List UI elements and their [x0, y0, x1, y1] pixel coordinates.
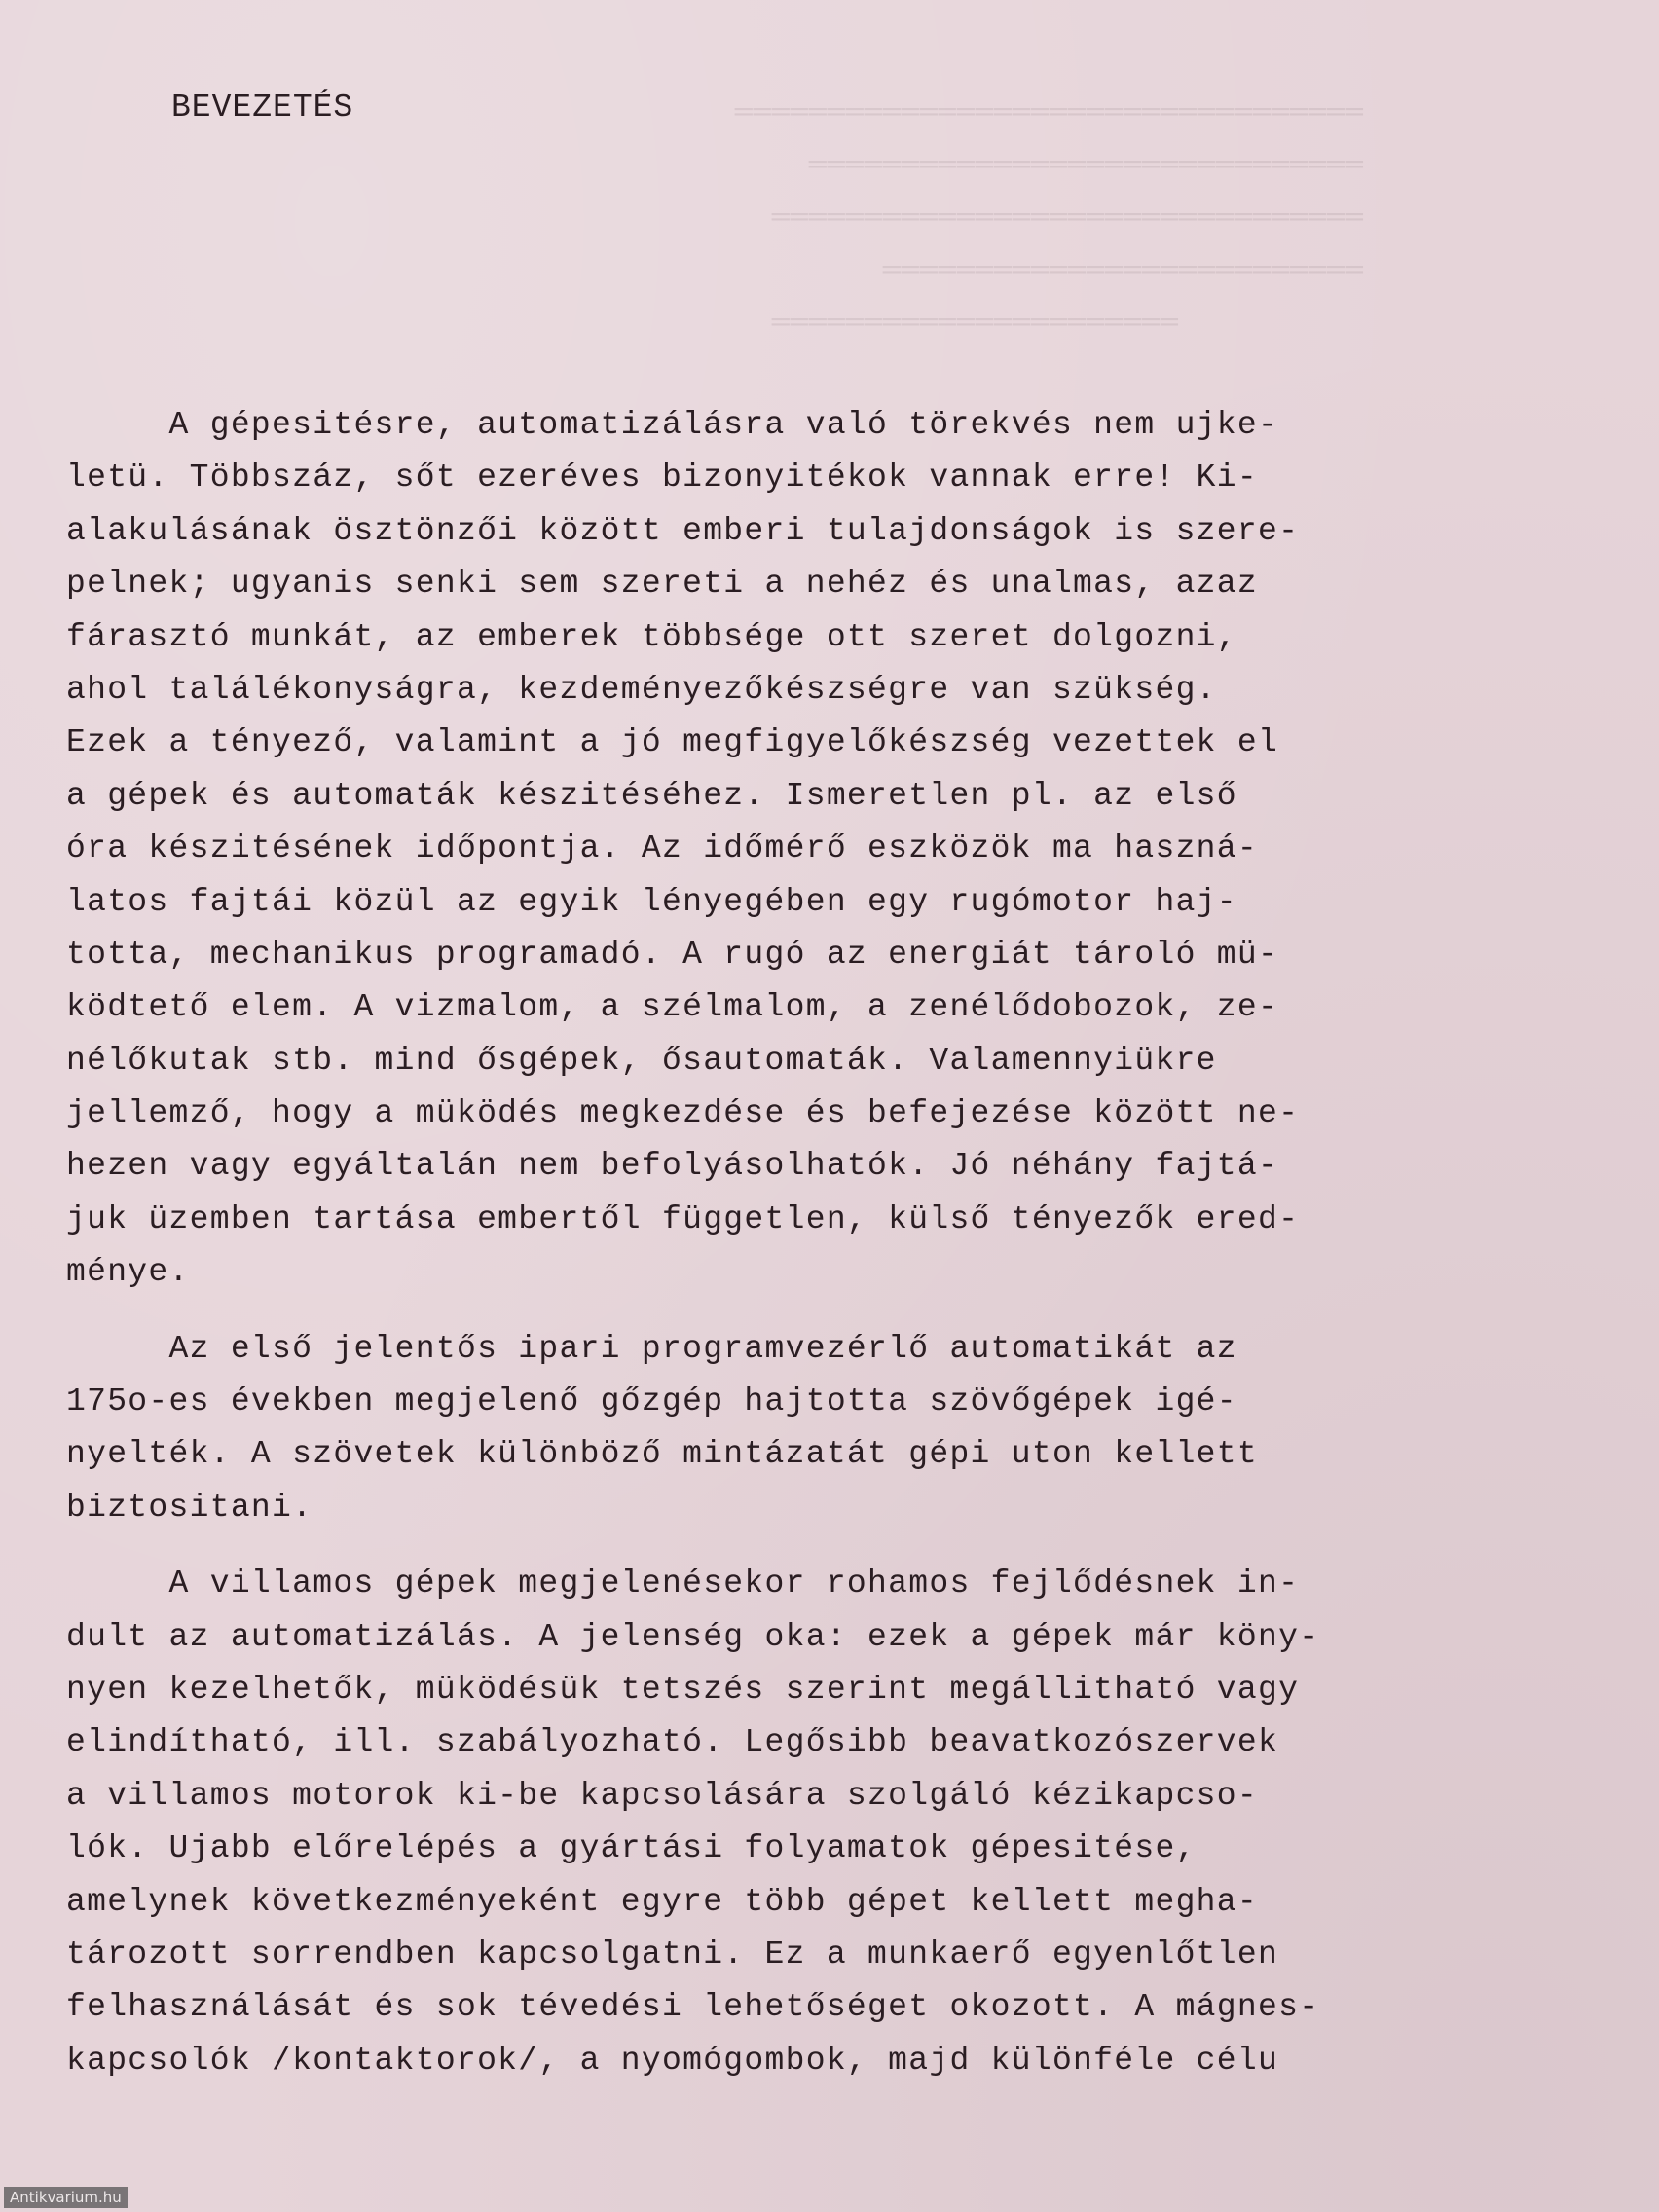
text-line: letü. Többszáz, sőt ezeréves bizonyitékok vannak erre! Ki- — [66, 460, 1258, 497]
show-through-texture: ══════════════════════════════════ ══════════════════════════════ ════════════════════════════════ ══════════════════════════ ══════════════════════ — [733, 97, 1363, 341]
text-line: alakulásának ösztönzői között emberi tulajdonságok is szere- — [66, 512, 1300, 549]
page-heading: BEVEZETÉS — [171, 90, 354, 126]
text-line: biztositani. — [66, 1489, 313, 1526]
text-line: fárasztó munkát, az emberek többsége ott szeret dolgozni, — [66, 618, 1237, 655]
text-line: Ezek a tényező, valamint a jó megfigyelőkészség vezettek el — [66, 724, 1279, 761]
text-line: nélőkutak stb. mind ősgépek, ősautomaták. Valamennyiükre — [66, 1042, 1217, 1079]
paragraph-gap — [66, 1300, 1449, 1323]
text-line: A gépesitésre, automatizálásra való törekvés nem ujke- — [66, 407, 1279, 443]
text-line: ménye. — [66, 1254, 190, 1291]
paragraph-gap — [66, 1534, 1449, 1558]
watermark-logo: Antikvarium.hu — [4, 2187, 128, 2208]
text-line: ködtető elem. A vizmalom, a szélmalom, a zenélődobozok, ze- — [66, 989, 1279, 1026]
body-text — [66, 399, 1449, 2087]
text-line: nyelték. A szövetek különböző mintázatát gépi uton kellett — [66, 1436, 1258, 1473]
text-line: kapcsolók /kontaktorok/, a nyomógombok, majd különféle célu — [66, 2042, 1279, 2079]
text-line: ahol találékonyságra, kezdeményezőkészségre van szükség. — [66, 671, 1217, 708]
text-line: A villamos gépek megjelenésekor rohamos fejlődésnek in- — [66, 1566, 1300, 1603]
paragraph-2 — [66, 1323, 1449, 1535]
text-line: latos fajtái közül az egyik lényegében egy rugómotor haj- — [66, 883, 1237, 920]
text-line: jellemző, hogy a müködés megkezdése és befejezése között ne- — [66, 1095, 1300, 1132]
text-line: nyen kezelhetők, müködésük tetszés szerint megállitható vagy — [66, 1671, 1300, 1708]
text-line: elindítható, ill. szabályozható. Legősibb beavatkozószervek — [66, 1724, 1279, 1761]
text-line: a gépek és automaták készitéséhez. Ismeretlen pl. az első — [66, 777, 1237, 814]
text-line: lók. Ujabb előrelépés a gyártási folyamatok gépesitése, — [66, 1830, 1197, 1867]
paragraph-3 — [66, 1558, 1449, 2087]
text-line: tározott sorrendben kapcsolgatni. Ez a munkaerő egyenlőtlen — [66, 1936, 1279, 1972]
text-line: 175o-es években megjelenő gőzgép hajtotta szövőgépek igé- — [66, 1383, 1237, 1420]
text-line: pelnek; ugyanis senki sem szereti a nehéz és unalmas, azaz — [66, 566, 1258, 603]
text-line: Az első jelentős ipari programvezérlő automatikát az — [66, 1330, 1237, 1367]
paragraph-1 — [66, 399, 1449, 1300]
text-line: a villamos motorok ki-be kapcsolására szolgáló kézikapcso- — [66, 1777, 1258, 1814]
text-line: dult az automatizálás. A jelenség oka: ezek a gépek már köny- — [66, 1618, 1320, 1655]
text-line: amelynek következményeként egyre több gépet kellett megha- — [66, 1883, 1258, 1920]
text-line: felhasználását és sok tévedési lehetőséget okozott. A mágnes- — [66, 1989, 1320, 2026]
text-line: óra készitésének időpontja. Az időmérő eszközök ma haszná- — [66, 830, 1258, 867]
text-line: hezen vagy egyáltalán nem befolyásolhatók. Jó néhány fajtá- — [66, 1148, 1279, 1185]
text-line: totta, mechanikus programadó. A rugó az energiát tároló mü- — [66, 936, 1279, 973]
text-line: juk üzemben tartása embertől független, külső tényezők ered- — [66, 1200, 1300, 1237]
